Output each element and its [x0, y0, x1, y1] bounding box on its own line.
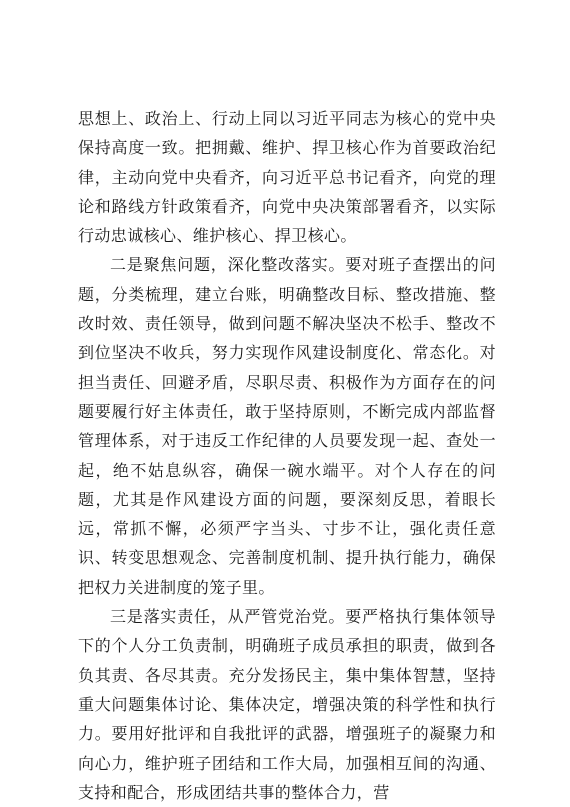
paragraph-2: 二是聚焦问题，深化整改落实。要对班子查摆出的问题，分类梳理，建立台账，明确整改目标、整改措施、整改时效、责任领导，做到问题不解决坚决不松手、整改不到位坚决不收兵，努力实现作风建设制度化、常态化。对担当责任、回避矛盾，尽职尽责、积极作为方面存在的问题要履行好主体责任，敢于坚持原则，不断完成内部监督管理体系，对于违反工作纪律的人员要发现一起、查处一起，绝不姑息纵容，确保一碗水端平。对个人存在的问题，尤其是作风建设方面的问题，要深刻反思，着眼长远，常抓不懈，必须严字当头、寸步不让，强化责任意识、转变思想观念、完善制度机制、提升执行能力，确保把权力关进制度的笼子里。	[78, 255, 496, 597]
paragraph-1: 思想上、政治上、行动上同以习近平同志为核心的党中央保持高度一致。把拥戴、维护、捍卫核心作为首要政治纪律，主动向党中央看齐，向习近平总书记看齐，向党的理论和路线方针政策看齐，向党中央决策部署看齐，以实际行动忠诚核心、维护核心、捍卫核心。	[78, 109, 496, 246]
document-body	[78, 104, 496, 807]
paragraph-3: 三是落实责任，从严管党治党。要严格执行集体领导下的个人分工负责制，明确班子成员承担的职责，做到各负其责、各尽其责。充分发扬民主，集中集体智慧，坚持重大问题集体讨论、集体决定，增强决策的科学性和执行力。要用好批评和自我批评的武器，增强班子的凝聚力和向心力，维护班子团结和工作大局，加强相互间的沟通、支持和配合，形成团结共事的整体合力，营	[78, 607, 496, 802]
